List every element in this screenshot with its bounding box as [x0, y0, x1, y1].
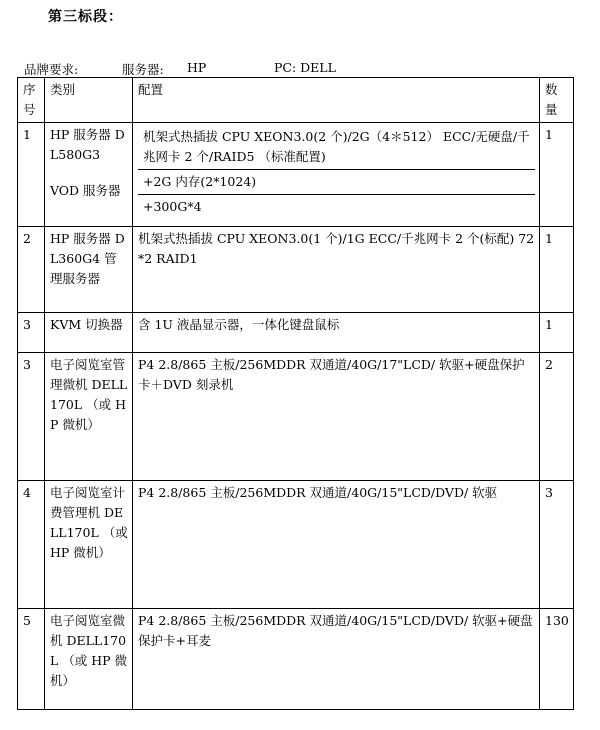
row-category: 电子阅览室计费管理机 DELL170L （或 HP 微机） — [45, 481, 133, 609]
header-category: 类别 — [45, 78, 133, 123]
row-seq: 1 — [18, 123, 45, 227]
row-seq: 4 — [18, 481, 45, 609]
row-category-secondary: VOD 服务器 — [50, 183, 121, 198]
section-title: 第三标段： — [48, 9, 123, 25]
pc-brand: PC: DELL — [274, 60, 336, 75]
server-brand: HP — [187, 60, 207, 75]
row-qty: 3 — [540, 481, 574, 609]
table-row — [18, 123, 574, 227]
row-config: P4 2.8/865 主板/256MDDR 双通道/40G/17"LCD/ 软驱+硬盘保护卡＋DVD 刻录机 — [133, 353, 540, 481]
row-config: P4 2.8/865 主板/256MDDR 双通道/40G/15"LCD/DVD/ 软驱+硬盘保护卡+耳麦 — [133, 609, 540, 710]
row-category: KVM 切换器 — [45, 313, 133, 353]
row-seq: 5 — [18, 609, 45, 710]
row-category: 电子阅览室管理微机 DELL170L （或 HP 微机） — [45, 353, 133, 481]
row-config: P4 2.8/865 主板/256MDDR 双通道/40G/15"LCD/DVD/ 软驱 — [133, 481, 540, 609]
row-seq: 3 — [18, 353, 45, 481]
row-qty: 1 — [540, 123, 574, 227]
row-config — [133, 123, 540, 227]
equipment-table — [17, 77, 574, 710]
table-row — [18, 313, 574, 353]
table-row — [18, 609, 574, 710]
row-seq: 2 — [18, 227, 45, 313]
header-config: 配置 — [133, 78, 540, 123]
row-config: 含 1U 液晶显示器，一体化键盘鼠标 — [133, 313, 540, 353]
row-seq: 3 — [18, 313, 45, 353]
table-header-row — [18, 78, 574, 123]
table-row — [18, 481, 574, 609]
row-category-primary: HP 服务器 DL580G3 — [50, 127, 125, 162]
row-category: HP 服务器 DL360G4 管理服务器 — [45, 227, 133, 313]
row-qty: 1 — [540, 227, 574, 313]
row-qty: 130 — [540, 609, 574, 710]
brand-label: 品牌要求: — [24, 62, 79, 77]
row-config-addon-memory: +2G 内存(2*1024) — [138, 169, 535, 194]
row-config: 机架式热插拔 CPU XEON3.0(1 个)/1G ECC/千兆网卡 2 个(标配) 72*2 RAID1 — [133, 227, 540, 313]
table-row — [18, 353, 574, 481]
table-row — [18, 227, 574, 313]
row-category: 电子阅览室微机 DELL170L （或 HP 微机） — [45, 609, 133, 710]
row-config-main: 机架式热插拔 CPU XEON3.0(2 个)/2G（4＊512） ECC/无硬盘/千兆网卡 2 个/RAID5 （标准配置) — [143, 129, 530, 164]
row-qty: 2 — [540, 353, 574, 481]
header-seq: 序号 — [18, 78, 45, 123]
row-category — [45, 123, 133, 227]
server-label: 服务器: — [122, 62, 164, 77]
header-qty: 数量 — [540, 78, 574, 123]
row-qty: 1 — [540, 313, 574, 353]
row-config-addon-disk: +300G*4 — [138, 194, 535, 219]
